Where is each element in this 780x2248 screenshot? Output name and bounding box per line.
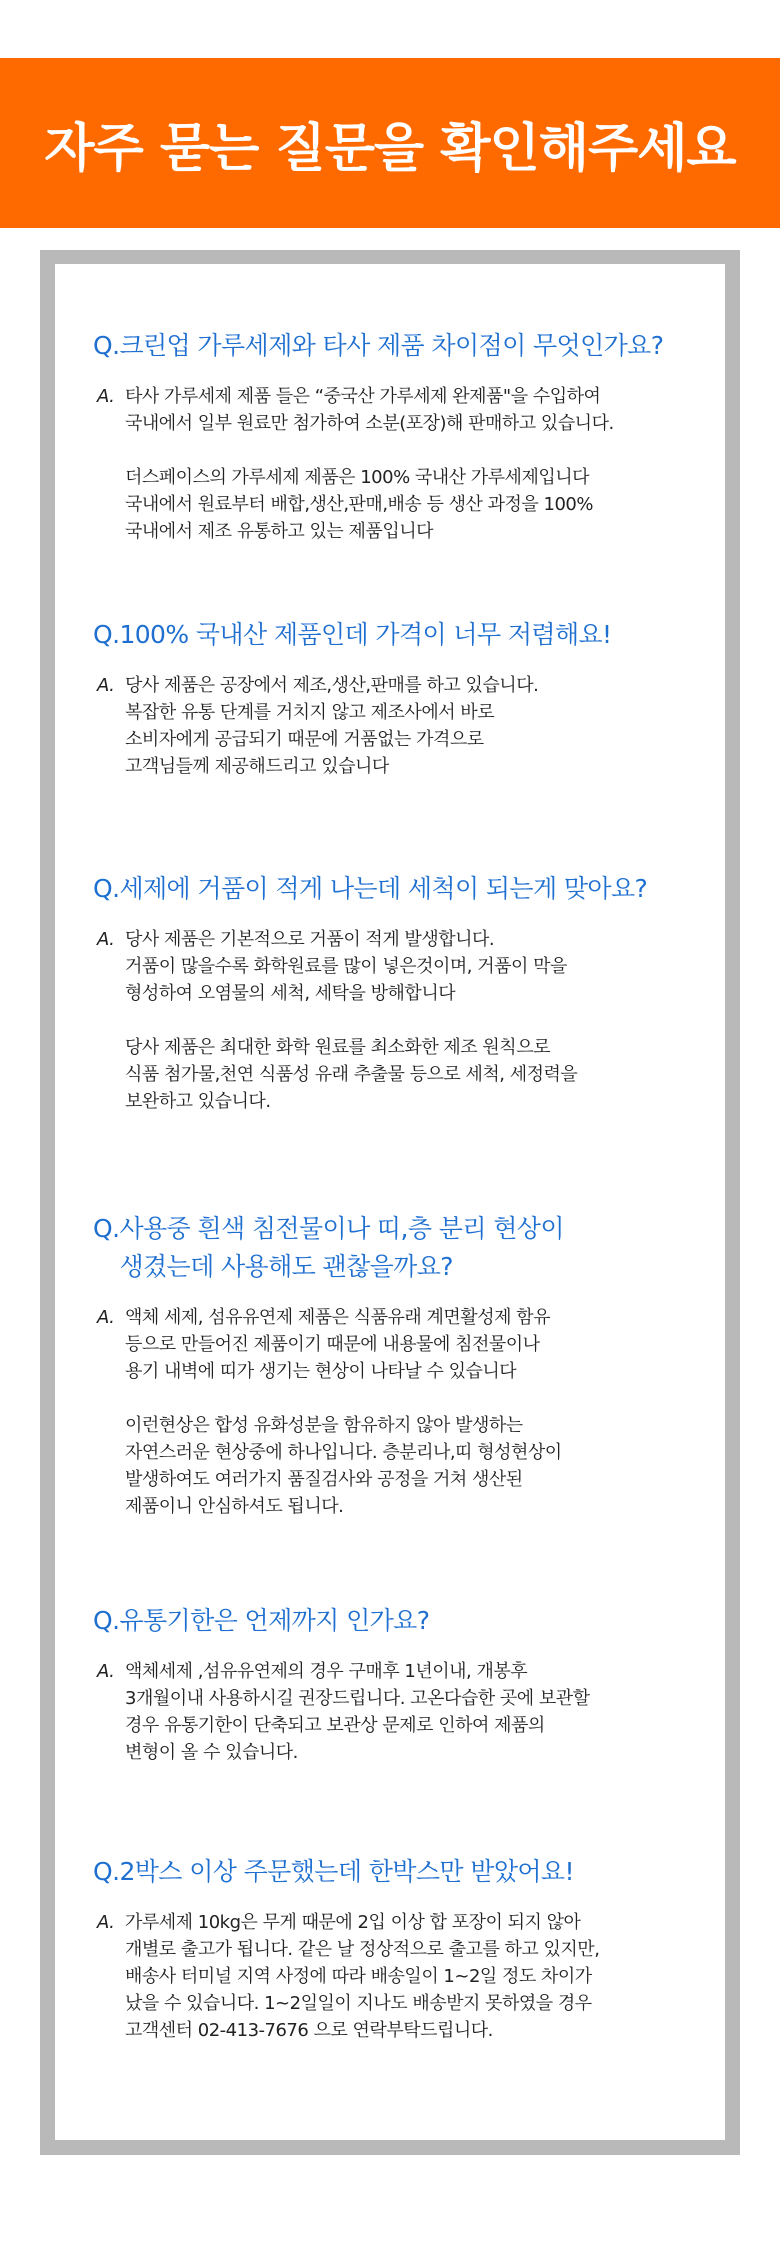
answer-line: 당사 제품은 기본적으로 거품이 적게 발생합니다. (125, 929, 495, 950)
answer-paragraph (125, 464, 713, 545)
answer-line: 소비자에게 공급되기 때문에 거품없는 가격으로 (125, 729, 484, 750)
answer-line: 고객센터 02-413-7676 으로 연락부탁드립니다. (125, 2020, 493, 2041)
question-text: 2박스 이상 주문했는데 한박스만 받았어요! (119, 1857, 574, 1886)
faq-answer (93, 926, 713, 1115)
answer-line: 발생하여도 여러가지 품질검사와 공정을 거쳐 생산된 (125, 1469, 523, 1490)
faq-question (93, 616, 713, 654)
faq-item-2 (93, 616, 713, 780)
faq-item-1 (93, 327, 713, 545)
answer-line: 보완하고 있습니다. (125, 1091, 271, 1112)
answer-line: 형성하여 오염물의 세척, 세탁을 방해합니다 (125, 983, 456, 1004)
header-banner (0, 58, 780, 228)
answer-line: 경우 유통기한이 단축되고 보관상 문제로 인하여 제품의 (125, 1715, 545, 1736)
question-mark-label: Q. (93, 331, 120, 360)
answer-line: 이런현상은 합성 유화성분을 함유하지 않아 발생하는 (125, 1415, 523, 1436)
answer-line: 식품 첨가물,천연 식품성 유래 추출물 등으로 세척, 세정력을 (125, 1064, 578, 1085)
answer-paragraph (125, 1909, 713, 2044)
question-text: 세제에 거품이 적게 나는데 세척이 되는게 맞아요? (119, 874, 648, 903)
faq-answer (93, 1658, 713, 1766)
faq-item-3 (93, 870, 713, 1115)
question-mark-label: Q. (93, 874, 120, 903)
question-mark-label: Q. (93, 1606, 120, 1635)
answer-line: 액체세제 ,섬유유연제의 경우 구매후 1년이내, 개봉후 (125, 1661, 528, 1682)
answer-line: 배송사 터미널 지역 사정에 따라 배송일이 1~2일 정도 차이가 (125, 1966, 592, 1987)
faq-panel (55, 264, 725, 2140)
question-text: 유통기한은 언제까지 인가요? (119, 1606, 430, 1635)
answer-line: 더스페이스의 가루세제 제품은 100% 국내산 가루세제입니다 (125, 467, 589, 488)
answer-line: 개별로 출고가 됩니다. 같은 날 정상적으로 출고를 하고 있지만, (125, 1939, 600, 1960)
question-text: 크린업 가루세제와 타사 제품 차이점이 무엇인가요? (119, 331, 664, 360)
answer-line: 등으로 만들어진 제품이기 때문에 내용물에 침전물이나 (125, 1334, 540, 1355)
answer-mark-label: A. (97, 1307, 115, 1328)
answer-paragraph (125, 1304, 713, 1385)
answer-line: 3개월이내 사용하시길 권장드립니다. 고온다습한 곳에 보관할 (125, 1688, 590, 1709)
faq-question (93, 1210, 713, 1286)
answer-line: 변형이 올 수 있습니다. (125, 1742, 298, 1763)
answer-line: 국내에서 일부 원료만 첨가하여 소분(포장)해 판매하고 있습니다. (125, 413, 614, 434)
answer-mark-label: A. (97, 675, 115, 696)
faq-item-6 (93, 1853, 713, 2044)
answer-paragraph (125, 1034, 713, 1115)
answer-line: 용기 내벽에 띠가 생기는 현상이 나타날 수 있습니다 (125, 1361, 517, 1382)
question-mark-label: Q. (93, 620, 120, 649)
answer-line: 액체 세제, 섬유유연제 제품은 식품유래 계면활성제 함유 (125, 1307, 550, 1328)
faq-question (93, 870, 713, 908)
answer-line: 복잡한 유통 단계를 거치지 않고 제조사에서 바로 (125, 702, 495, 723)
answer-mark-label: A. (97, 386, 115, 407)
answer-mark-label: A. (97, 929, 115, 950)
answer-line: 국내에서 제조 유통하고 있는 제품입니다 (125, 521, 433, 542)
answer-line: 가루세제 10kg은 무게 때문에 2입 이상 합 포장이 되지 않아 (125, 1912, 581, 1933)
answer-line: 자연스러운 현상중에 하나입니다. 층분리나,띠 형성현상이 (125, 1442, 562, 1463)
answer-line: 거품이 많을수록 화학원료를 많이 넣은것이며, 거품이 막을 (125, 956, 567, 977)
answer-line: 당사 제품은 공장에서 제조,생산,판매를 하고 있습니다. (125, 675, 539, 696)
faq-answer (93, 672, 713, 780)
faq-question (93, 1853, 713, 1891)
answer-paragraph (125, 1412, 713, 1520)
answer-line: 타사 가루세제 제품 들은 “중국산 가루세제 완제품"을 수입하여 (125, 386, 601, 407)
answer-paragraph (125, 672, 713, 780)
answer-line: 고객님들께 제공해드리고 있습니다 (125, 756, 389, 777)
faq-question (93, 327, 713, 365)
answer-mark-label: A. (97, 1661, 115, 1682)
page-title: 자주 묻는 질문을 확인해주세요 (44, 118, 736, 179)
answer-paragraph (125, 926, 713, 1007)
faq-item-4 (93, 1210, 713, 1520)
answer-mark-label: A. (97, 1912, 115, 1933)
answer-line: 제품이니 안심하셔도 됩니다. (125, 1496, 344, 1517)
answer-paragraph (125, 1658, 713, 1766)
faq-item-5 (93, 1602, 713, 1766)
answer-line: 국내에서 원료부터 배합,생산,판매,배송 등 생산 과정을 100% (125, 494, 593, 515)
question-text: 생겼는데 사용해도 괜찮을까요? (119, 1252, 453, 1281)
question-text: 사용중 흰색 침전물이나 띠,층 분리 현상이 (119, 1214, 564, 1243)
faq-answer (93, 1304, 713, 1520)
answer-paragraph (125, 383, 713, 437)
question-text: 100% 국내산 제품인데 가격이 너무 저렴해요! (119, 620, 612, 649)
faq-answer (93, 383, 713, 545)
faq-answer (93, 1909, 713, 2044)
question-mark-label: Q. (93, 1214, 120, 1243)
faq-frame (40, 250, 740, 2155)
answer-line: 당사 제품은 최대한 화학 원료를 최소화한 제조 원칙으로 (125, 1037, 550, 1058)
question-mark-label: Q. (93, 1857, 120, 1886)
faq-question (93, 1602, 713, 1640)
answer-line: 났을 수 있습니다. 1~2일일이 지나도 배송받지 못하였을 경우 (125, 1993, 592, 2014)
